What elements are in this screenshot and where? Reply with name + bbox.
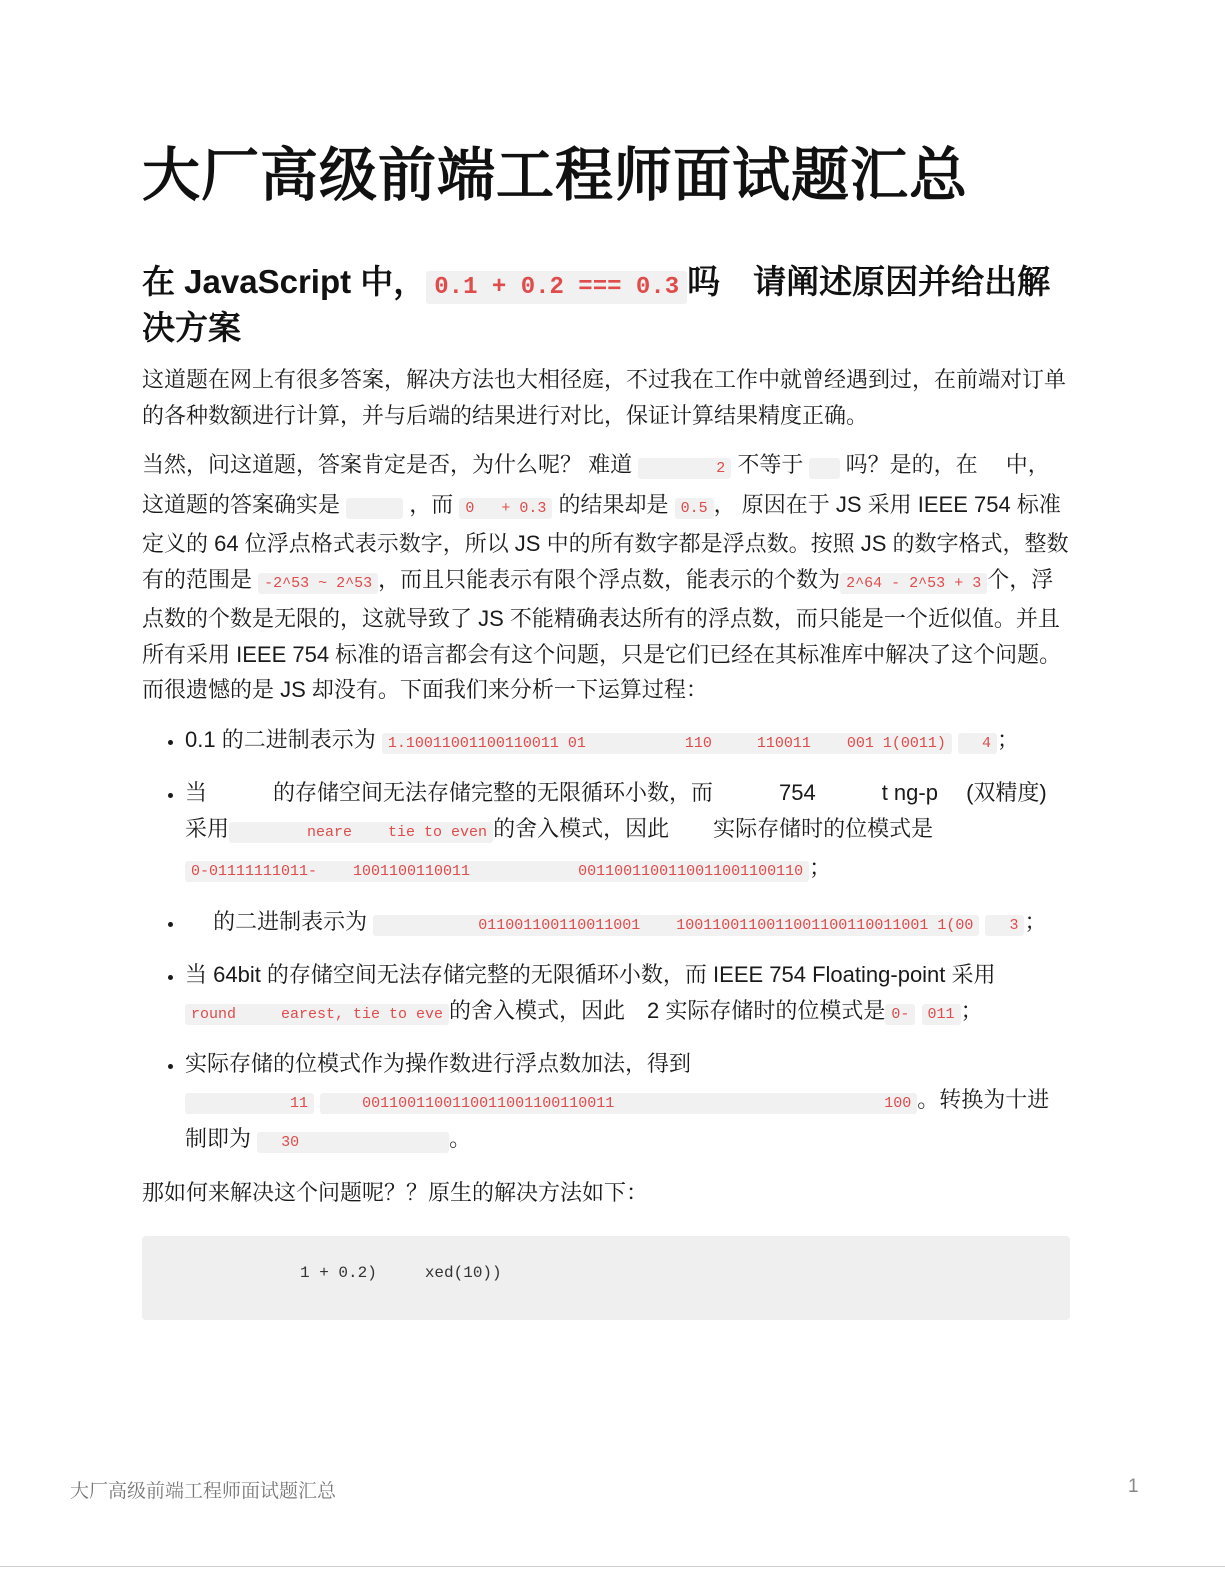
inline-code: -2^53 ~ 2^53 [258,573,378,594]
inline-code: 0 + 0.3 [459,498,552,519]
question-heading: 在 JavaScript 中， 0.1 + 0.2 === 0.3 吗 请阐述原因并给出解决方案 [142,263,1051,346]
document-title: 大厂高级前端工程师面试题汇总 [142,143,969,208]
inline-code [809,458,839,479]
list-item: • 实际存储的位模式作为操作数进行浮点数加法，得到 11 0011001100110011001100110011 100 。转换为十进制即为 30 。 [185,1046,1070,1161]
inline-code: 0-01111111011- 1001100110011 0011001100110011001100110 [185,861,809,882]
list-item: • 当 的存储空间无法存储完整的无限循环小数，而 754 t ng-p (双精度) 采用 neare tie to even 的舍入模式，因此 实际存储时的位模式是 0-01111111011- 1001100110011 0011001100110011001100110 ； [185,775,1070,890]
inline-code: 011 [922,1004,961,1025]
inline-code [346,498,403,519]
paragraph-explanation: 当然，问这道题，答案肯定是否，为什么呢？ 难道 2 不等于 吗？是的，在 中，这道题的答案确实是 ，而 0 + 0.3 的结果却是 0.5 ， 原因在于 JS 采用 IEEE 754 标准定义的 64 位浮点格式表示数字，所以 JS 中的所有数字都是浮点数。按照 JS 的数字格式，整数有的范围是 -2^53 ~ 2^53 ，而且只能表示有限个浮点数，能表示的个数为 2^64 - 2^53 + 3 个，浮点数的个数是无限的，这就导致了 JS 不能精确表达所有的浮点数，而只能是一个近似值。并且所有采用 IEEE 754 标准的语言都会有这个问题，只是它们已经在其标准库中解决了这个问题。而很遗憾的是 JS 却没有。下面我们来分析一下运算过程： [142,452,1069,702]
code-block: 1 + 0.2) xed(10)) [142,1236,1070,1320]
list-item: • 当 64bit 的存储空间无法存储完整的无限循环小数，而 IEEE 754 Floating-point 采用round earest, tie to eve 的舍入模式，因此 2 实际存储时的位模式是 0- 011 ； [185,957,1070,1032]
inline-code: 0.1 + 0.2 === 0.3 [426,271,687,304]
document-page [142,138,1070,1320]
footer-title: 大厂高级前端工程师面试题汇总 [70,1481,337,1502]
inline-code: 4 [958,733,997,754]
paragraph-intro: 这道题在网上有很多答案，解决方法也大相径庭，不过我在工作中就曾经遇到过，在前端对订单的各种数额进行计算，并与后端的结果进行对比，保证计算结果精度正确。 [142,367,1067,428]
inline-code: 0011001100110011001100110011 100 [320,1093,917,1114]
inline-code: 11 [185,1093,314,1114]
inline-code: neare tie to even [229,822,493,843]
page-bottom-rule [0,1566,1225,1567]
inline-code: 2^64 - 2^53 + 3 [840,573,987,594]
inline-code: round earest, tie to eve [185,1004,449,1025]
analysis-list [142,722,1070,1161]
paragraph-solution-intro: 那如何来解决这个问题呢？？原生的解决方法如下： [142,1179,649,1205]
inline-code: 0- [885,1004,915,1025]
inline-code: 30 [257,1132,449,1153]
list-item: • 的二进制表示为 011001100110011001 1001100110011001100110011001 1(00 3 ； [185,904,1070,944]
inline-code: 1.10011001100110011 01 110 110011 001 1(0011) [382,733,952,754]
list-item: • 0.1 的二进制表示为 1.10011001100110011 01 110 110011 001 1(0011) 4 ； [185,722,1070,762]
inline-code: 2 [638,458,731,479]
page-number: 1 [1128,1476,1139,1497]
inline-code: 011001100110011001 1001100110011001100110011001 1(00 [373,915,979,936]
inline-code: 3 [985,915,1024,936]
inline-code: 0.5 [675,498,714,519]
